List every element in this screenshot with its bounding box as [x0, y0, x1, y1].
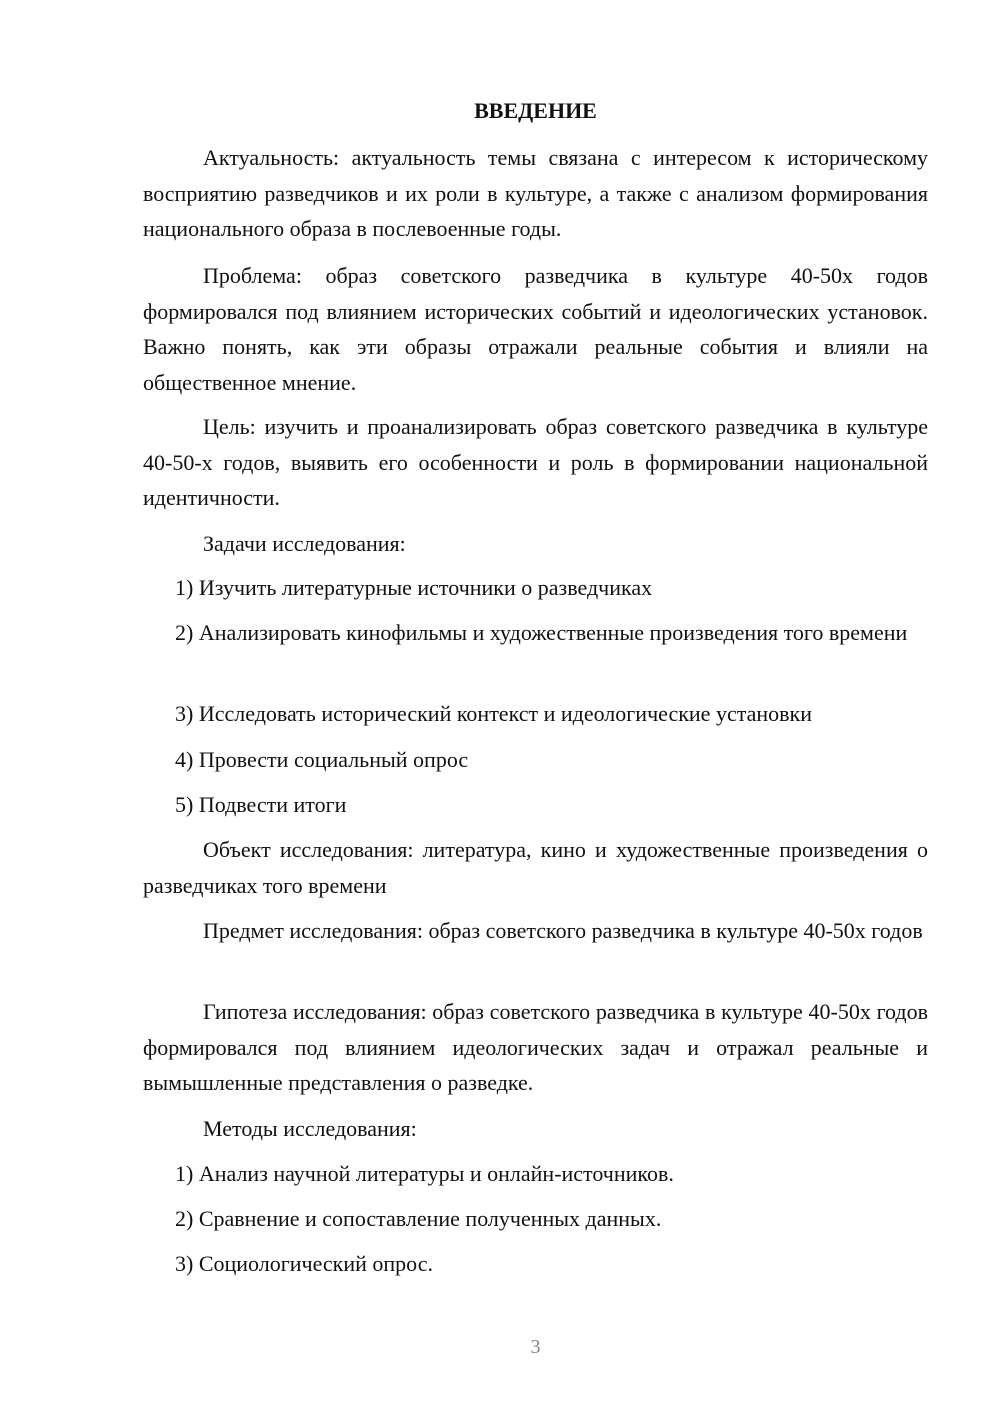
problem-paragraph: Проблема: образ советского разведчика в культуре 40-50х годов формировался под влиянием исторических событий и идеологических установок. Важно понять, как эти образы отражали реальные события и влияли на общественное мнение.	[143, 263, 928, 395]
method-item-1: 1) Анализ научной литературы и онлайн-источников.	[175, 1161, 674, 1186]
task-item-5: 5) Подвести итоги	[175, 792, 347, 817]
tasks-heading: Задачи исследования:	[203, 531, 406, 556]
task-item-3: 3) Исследовать исторический контекст и идеологические установки	[175, 701, 812, 726]
task-item-4: 4) Провести социальный опрос	[175, 747, 469, 772]
relevance-paragraph: Актуальность: актуальность темы связана с интересом к историческому восприятию разведчиков и их роли в культуре, а также с анализом формирования национального образа в послевоенные годы.	[143, 145, 928, 241]
goal-paragraph: Цель: изучить и проанализировать образ советского разведчика в культуре 40-50-х годов, выявить его особенности и роль в формировании национальной идентичности.	[143, 414, 928, 510]
subject-paragraph: Предмет исследования: образ советского разведчика в культуре 40-50х годов	[203, 918, 923, 943]
page-number: 3	[530, 1336, 541, 1358]
task-item-2: 2) Анализировать кинофильмы и художественные произведения того времени	[175, 620, 908, 645]
task-item-1: 1) Изучить литературные источники о разведчиках	[175, 575, 653, 600]
object-paragraph: Объект исследования: литература, кино и художественные произведения о разведчиках того времени	[143, 837, 928, 898]
page-title: ВВЕДЕНИЕ	[474, 98, 597, 123]
method-item-3: 3) Социологический опрос.	[175, 1251, 433, 1276]
method-item-2: 2) Сравнение и сопоставление полученных данных.	[175, 1206, 662, 1231]
methods-heading: Методы исследования:	[203, 1116, 417, 1141]
hypothesis-paragraph: Гипотеза исследования: образ советского разведчика в культуре 40-50х годов формировался под влиянием идеологических задач и отражал реальные и вымышленные представления о разведке.	[143, 999, 928, 1095]
